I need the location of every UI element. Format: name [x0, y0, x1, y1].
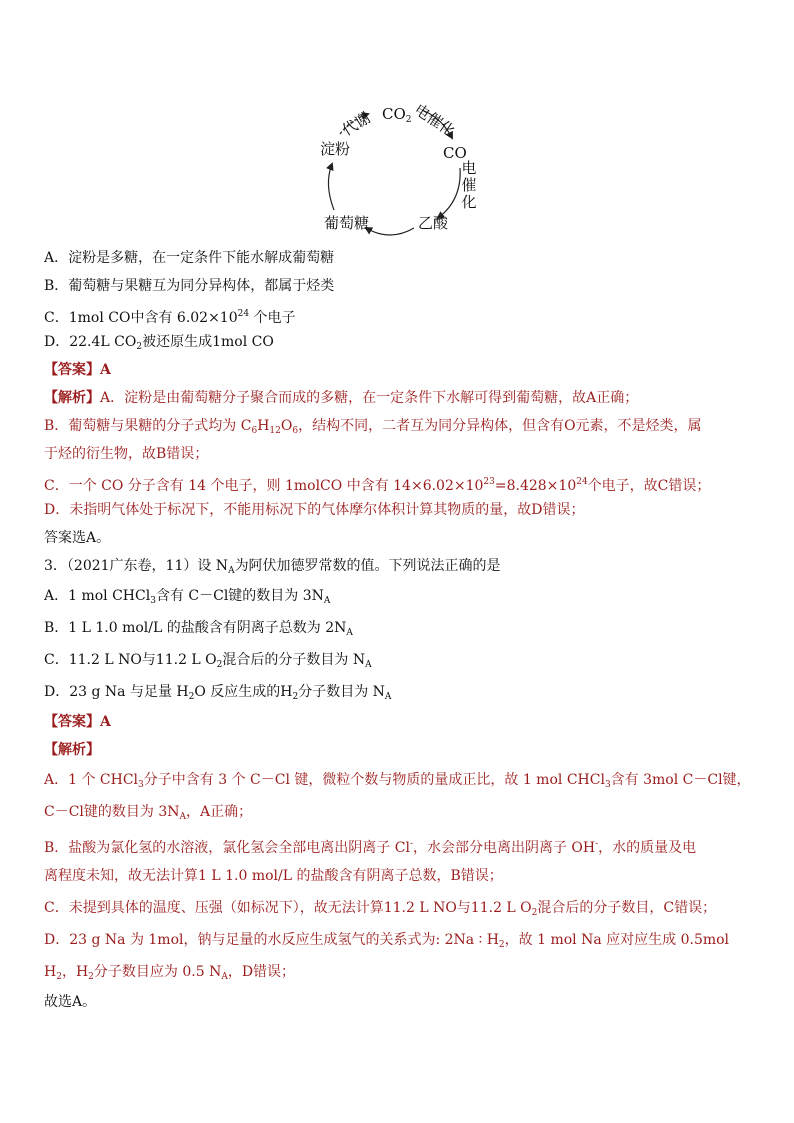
cycle-diagram: [310, 96, 480, 246]
acetic-acid-node: 乙酸: [418, 214, 449, 232]
starch-node: 淀粉: [320, 140, 351, 158]
q3-option-d: D．23 g Na 与足量 $H_2O$ 反应生成的$H_2$分子数目为 $N_A$: [44, 684, 392, 702]
question-content: [44, 244, 756, 1016]
q2-answer: 【答案】A: [44, 362, 111, 378]
glucose-to-starch-arrow: [328, 164, 334, 210]
q3-option-b: B．1 L 1.0 mol/L 的盐酸含有阴离子总数为 $2N_A$: [44, 620, 353, 638]
q3-explanation-b1: B．盐酸为氯化氢的水溶液，氯化氢会全部电离出阴离子 Cl-，水会部分电离出阴离子 OH-，水的质量及电: [44, 839, 697, 856]
glucose-node: 葡萄糖: [324, 214, 370, 232]
q3-option-a: A．1 mol CHCl$_3$含有 C－Cl键的数目为 $3N_A$: [44, 588, 331, 606]
q3-option-c: C．11.2 L NO与11.2 L $O_2$混合后的分子数目为 $N_A$: [44, 652, 372, 670]
q3-explanation-a1: A．1 个 CHCl$_3$分子中含有 3 个 C－Cl 键，微粒个数与物质的量成正比，故 1 mol CHCl$_3$含有 3mol C－Cl键，: [44, 772, 751, 790]
q3-explanation-c: C．未提到具体的温度、压强（如标况下），故无法计算11.2 L NO与11.2 L $O_2$混合后的分子数目，C错误；: [44, 900, 717, 918]
q3-explanation-label: 【解析】: [44, 742, 100, 758]
co-node: CO: [443, 144, 467, 162]
q2-option-d: D．22.4L $CO_2$被还原生成1mol CO: [44, 334, 274, 352]
co-to-acetic-arrow: [438, 168, 460, 218]
q2-explanation-a: 【解析】A．淀粉是由葡萄糖分子聚合而成的多糖，在一定条件下水解可得到葡萄糖，故A正确；: [44, 390, 639, 406]
q2-explanation-d: D．未指明气体处于标况下，不能用标况下的气体摩尔体积计算其物质的量，故D错误；: [44, 502, 585, 518]
q2-option-b: B．葡萄糖与果糖互为同分异构体，都属于烃类: [44, 278, 335, 294]
q3-explanation-d1: D．23 g Na 为 1mol，钠与足量的水反应生成氢气的关系式为: 2Na ∶ $H_2$，故 1 mol Na 应对应生成 0.5mol: [44, 932, 730, 950]
q2-explanation-b1: B．葡萄糖与果糖的分子式均为 $C_6H_{12}O_6$，结构不同，二者互为同分异构体，但含有O元素，不是烃类，属: [44, 418, 702, 436]
acetic-to-glucose-arrow: [366, 228, 414, 235]
q3-explanation-b2: 离程度未知，故无法计算1 L 1.0 mol/L 的盐酸含有阴离子总数，B错误；: [44, 868, 503, 884]
elec-label-right: 电催化: [461, 159, 477, 211]
q2-option-a: A．淀粉是多糖，在一定条件下能水解成葡萄糖: [44, 250, 335, 266]
co2-node: $CO_2$: [382, 105, 412, 125]
q2-final-answer: 答案选A。: [44, 530, 111, 546]
q3-explanation-d2: $H_2$，$H_2$分子数目应为 0.5 $N_A$，D错误；: [44, 964, 296, 982]
elec-label-top: 电催化: [411, 100, 459, 141]
q3-stem: 3．（2021广东卷，11）设 $N_A$为阿伏加德罗常数的值。下列说法正确的是: [44, 558, 501, 576]
q3-explanation-a2: C－Cl键的数目为 $3N_A$，A正确；: [44, 804, 253, 822]
metab-label: 代谢: [338, 108, 374, 140]
q2-option-c: C．1mol CO中含有 $6.02\times 10^{24}$ 个电子: [44, 309, 296, 326]
q3-final-answer: 故选A。: [44, 994, 97, 1010]
q2-explanation-c: C．一个 CO 分子含有 14 个电子，则 1molCO 中含有 $14\times 6.02\times 10^{23}=8.428\times 10^{24}$个电子，故C错误；: [44, 477, 711, 494]
q3-answer: 【答案】A: [44, 714, 111, 730]
q2-explanation-b2: 于烃的衍生物，故B错误；: [44, 446, 209, 462]
